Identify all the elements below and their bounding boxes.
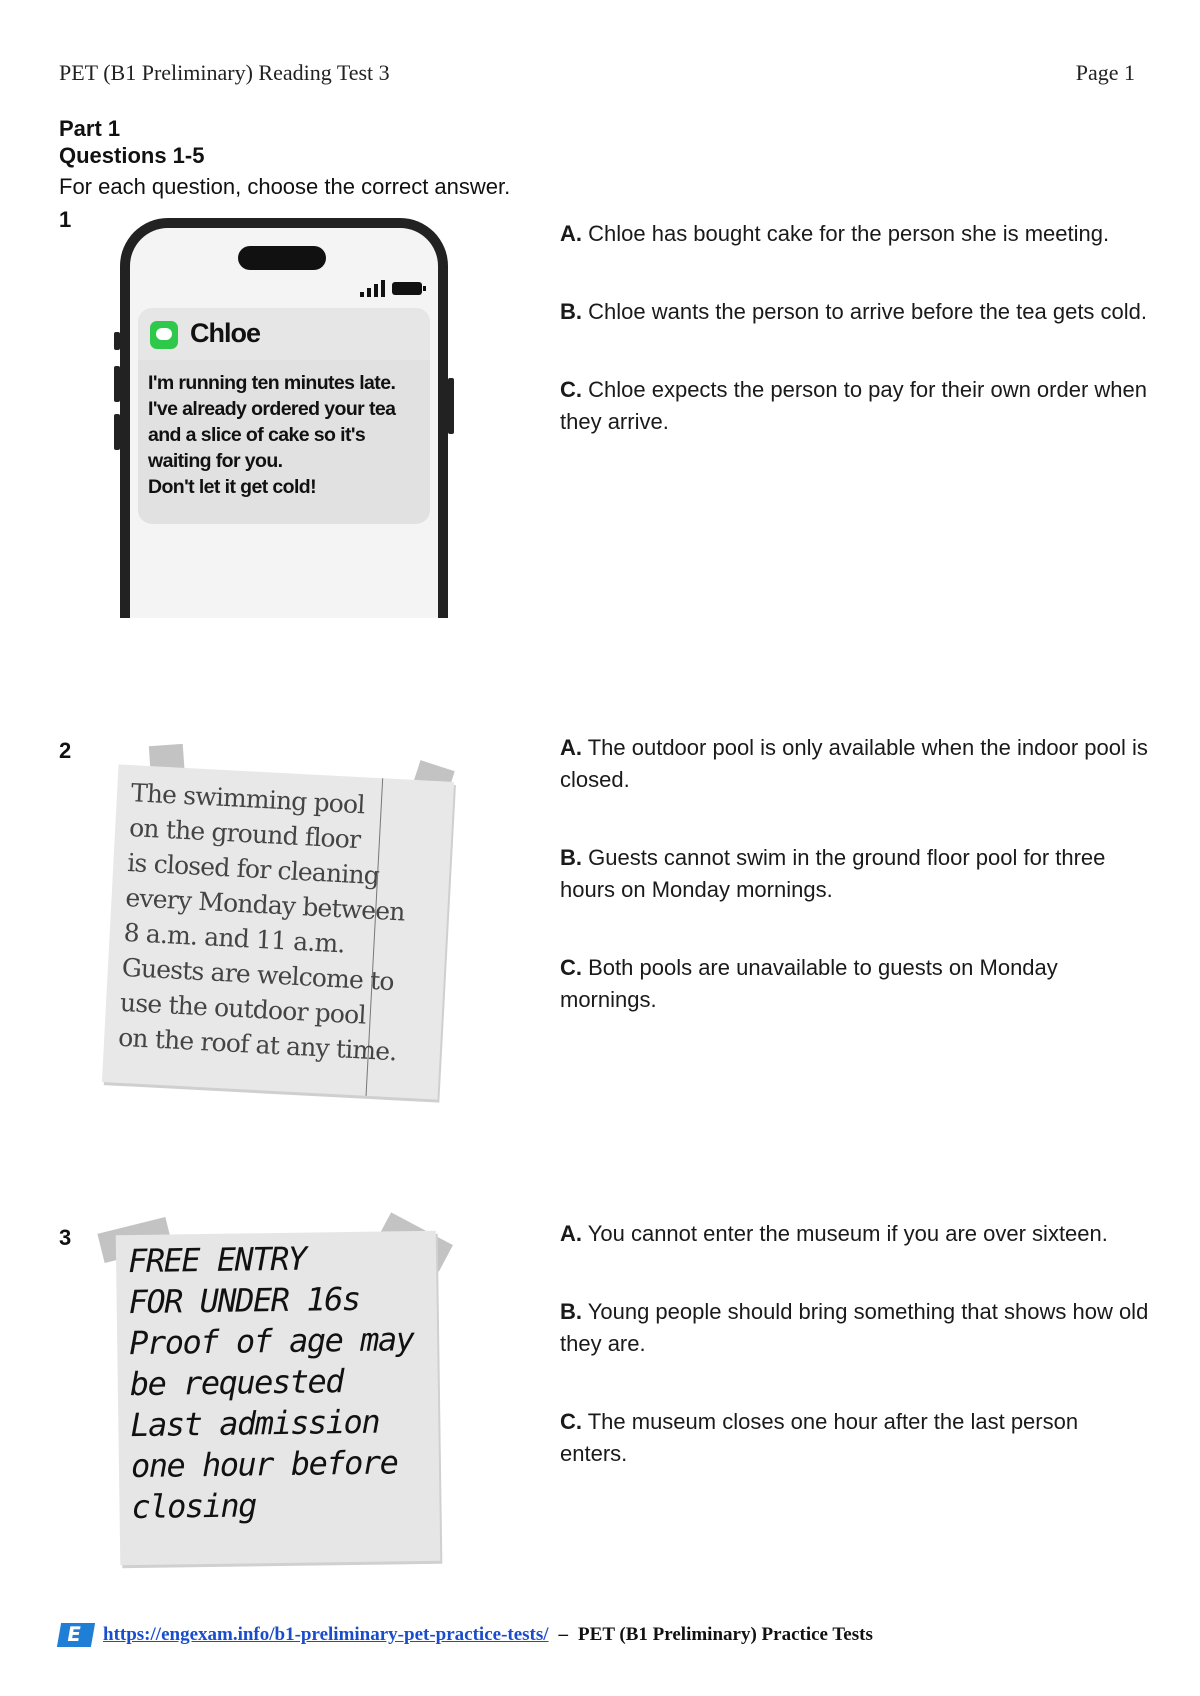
page-number: Page 1 [1075, 60, 1135, 85]
option-b: B. Young people should bring something that shows how old they are. [560, 1299, 1149, 1356]
notification-header [138, 308, 430, 360]
phone-side-button [114, 332, 120, 350]
answer-options [560, 1218, 1150, 1516]
note-line: every Monday between [124, 882, 406, 927]
option-b: B. Chloe wants the person to arrive before the tea gets cold. [560, 299, 1148, 324]
option-a: A. The outdoor pool is only available when the indoor pool is closed. [560, 735, 1148, 792]
option-c: C. Chloe expects the person to pay for their own order when they arrive. [560, 377, 1147, 434]
footer-separator: – [558, 1624, 569, 1645]
option-c: C. The museum closes one hour after the last person enters. [560, 1409, 1079, 1466]
note-line: Last admission [130, 1402, 380, 1445]
note-line: on the ground floor [128, 813, 361, 855]
note-line: The swimming pool [130, 778, 366, 820]
museum-notice-image [90, 1205, 470, 1575]
note-line: FOR UNDER 16s [128, 1279, 360, 1322]
option-a: A. You cannot enter the museum if you are over sixteen. [560, 1221, 1108, 1246]
phone-side-button [448, 378, 454, 434]
note-line: one hour before [130, 1443, 398, 1486]
question-number: 1 [59, 207, 72, 232]
note-line: use the outdoor pool [119, 987, 367, 1030]
question-number: 3 [59, 1225, 72, 1250]
note-text [117, 775, 451, 1071]
note-line: Proof of age may [128, 1320, 414, 1363]
part-title: Part 1 [59, 116, 121, 141]
footer-link[interactable]: https://engexam.info/b1-preliminary-pet-practice-tests/ [103, 1624, 549, 1645]
instruction: For each question, choose the correct answer. [59, 174, 511, 199]
note-line: FREE ENTRY [127, 1239, 306, 1281]
message-line: and a slice of cake so it's [148, 424, 366, 446]
signal-icon [360, 280, 385, 297]
questions-range: Questions 1-5 [59, 143, 205, 168]
messages-app-icon [150, 321, 178, 349]
message-sender: Chloe [190, 318, 261, 348]
note-line: closing [131, 1486, 257, 1527]
phone-side-button [114, 366, 120, 402]
document-title: PET (B1 Preliminary) Reading Test 3 [59, 60, 390, 85]
message-line: I've already ordered your tea [148, 398, 396, 420]
engexam-logo-icon [57, 1623, 95, 1647]
answer-options [560, 218, 1150, 484]
paper-note [116, 1231, 441, 1565]
phone-notch [238, 246, 326, 270]
answer-options [560, 732, 1150, 1062]
note-line: be requested [129, 1362, 344, 1404]
note-text [128, 1237, 432, 1528]
note-line: 8 a.m. and 11 a.m. [123, 917, 346, 959]
option-a: A. Chloe has bought cake for the person she is meeting. [560, 221, 1110, 246]
pool-notice-image [100, 745, 460, 1105]
battery-icon [392, 282, 422, 295]
paper-note [102, 764, 454, 1099]
option-c: C. Both pools are unavailable to guests on Monday mornings. [560, 955, 1058, 1012]
option-b: B. Guests cannot swim in the ground floor pool for three hours on Monday mornings. [560, 845, 1106, 902]
question-number: 2 [59, 738, 72, 763]
message-line: Don't let it get cold! [148, 476, 317, 498]
footer-text: PET (B1 Preliminary) Practice Tests [578, 1624, 873, 1645]
note-line: on the roof at any time. [117, 1022, 398, 1067]
phone-side-button [114, 414, 120, 450]
phone-message-image [120, 218, 448, 618]
footer [59, 1623, 873, 1647]
note-line: Guests are welcome to [121, 952, 395, 997]
message-notification [138, 308, 430, 524]
message-line: waiting for you. [148, 450, 283, 472]
message-line: I'm running ten minutes late. [148, 372, 396, 394]
message-body [148, 370, 424, 500]
note-line: is closed for cleaning [126, 848, 380, 891]
